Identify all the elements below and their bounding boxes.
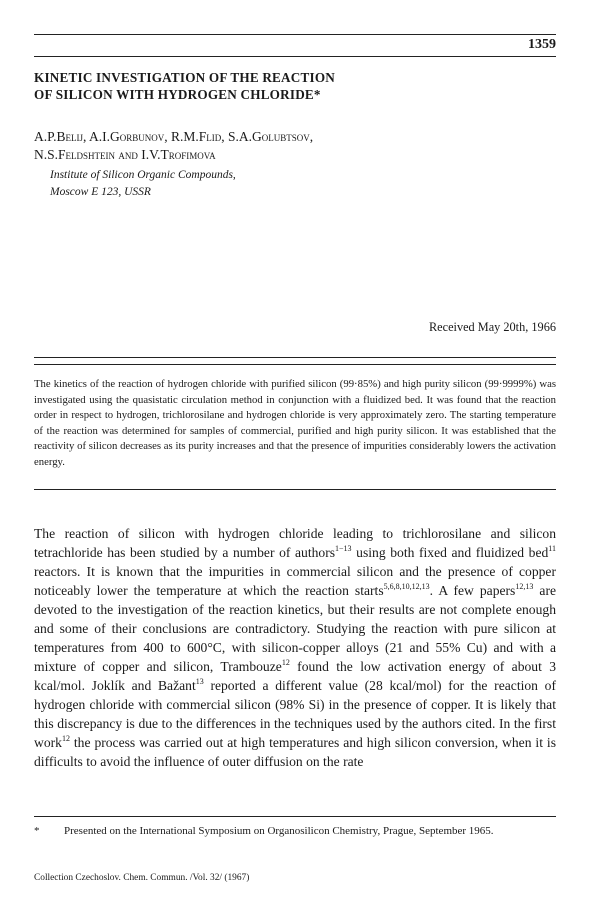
journal-citation: Collection Czechoslov. Chem. Commun. /Vol. 32/ (1967) (34, 873, 250, 883)
abstract-rule-top (34, 357, 556, 358)
affiliation (50, 167, 236, 201)
footnote-mark: * (34, 825, 40, 837)
affiliation-line-1: Institute of Silicon Organic Compounds, (50, 169, 236, 181)
citation: 1−13 (335, 544, 352, 553)
abstract-rule-top-2 (34, 364, 556, 365)
title-line-1: KINETIC INVESTIGATION OF THE REACTION (34, 70, 336, 85)
header-rule (34, 34, 556, 35)
body-paragraph: The reaction of silicon with hydrogen chloride leading to trichlorosilane and silicon tetrachloride has been studied by a number of authors$^{1-13}$ using both fixed and fluidized bed$^{11}$ reactors. It is known that the impurities in commercial silicon and the presence of copper noticeably lower the temperature at which the reaction starts$^{5,6,8,10,12,13}$. A few papers$^{12,13}$ are devoted to the investigation of the reaction kinetics, but their results are not complete enough and some of their conclusions are contradictory. Studying the reaction with pure silicon at temperatures from 400 to 600°C, with silicon-copper alloys (21 and 55% Cu) and with a mixture of copper and silicon, Trambouze$^{12}$ found the low activation energy of about 3 kcal/mol. Joklík and Bažant$^{13}$ reported a different value (28 kcal/mol) for the reaction of hydrogen chloride with commercial silicon (98% Si) in the presence of copper. It is likely that this discrepancy is due to the differences in the techniques used by the authors cited. In the first work$^{12}$ the process was carried out at high temperatures and high silicon conversion, when it is difficults to avoid the influence of outer diffusion on the rate (34, 526, 557, 769)
abstract-rule-bottom (34, 489, 556, 490)
citation: 13 (195, 677, 204, 686)
authors (34, 128, 454, 164)
authors-line-2: N.S.Feldshtein and I.V.Trofimova (34, 147, 216, 162)
affiliation-line-2: Moscow E 123, USSR (50, 186, 151, 198)
article-title (34, 69, 454, 103)
citation: 12,13 (515, 582, 534, 591)
authors-line-1: A.P.Belij, A.I.Gorbunov, R.M.Flid, S.A.Golubtsov, (34, 129, 314, 144)
header-rule-lower (34, 56, 556, 57)
citation: 5,6,8,10,12,13 (383, 582, 430, 591)
footnote-text: Presented on the International Symposium on Organosilicon Chemistry, Prague, September 1965. (64, 825, 494, 837)
title-line-2: OF SILICON WITH HYDROGEN CHLORIDE* (34, 87, 321, 102)
footnote (34, 824, 556, 840)
body-text (34, 524, 556, 771)
footnote-rule (34, 816, 556, 817)
page-number: 1359 (528, 37, 556, 52)
citation: 11 (548, 544, 556, 553)
received-date: Received May 20th, 1966 (428, 320, 556, 334)
citation: 12 (61, 734, 70, 743)
abstract: The kinetics of the reaction of hydrogen chloride with purified silicon (99·85%) and high purity silicon (99·9999%) was investigated using the quasistatic circulation method in conjunction with a fluidized bed. It was found that the reaction order in respect to hydrogen, trichlorosilane and hydrogen chloride is very approximately zero. The starting temperature of the reaction was determined for samples of commercial, purified and high purity silicon. It was established that the reactivity of silicon decreases as its purity increases and that the presence of impurities considerably lowers the activation energy. (34, 378, 556, 468)
citation: 12 (281, 658, 290, 667)
